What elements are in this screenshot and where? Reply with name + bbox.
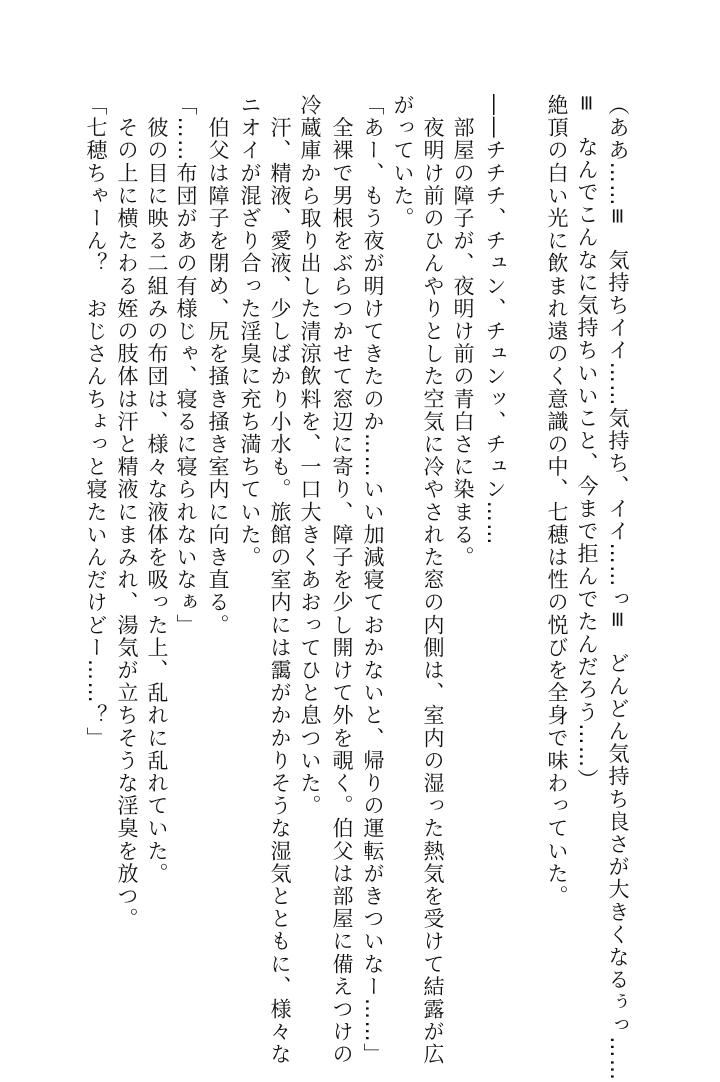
blank-line [514,94,540,864]
text-column-15: 「……布団があの有様じゃ、寝るに寝られないなぁ」 [174,94,198,637]
text-column-3: 絶頂の白い光に飲まれ遠のく意識の中、七穂は性の悦びを全身で味わっていた。 [545,94,569,908]
text-column-9: 「あー、もう夜が明けてきたのか……いい加減寝ておかないと、帰りの運転がきついなー……」 [361,94,385,1066]
text-column-16: 彼の目に映る二組みの布団は、様々な液体を吸った上、乱れに乱れていた。 [145,94,169,885]
text-column-8: がっていた。 [391,94,415,230]
text-column-6: 部屋の障子が、夜明け前の青白さに染まる。 [451,94,475,569]
text-column-1: （ああ……≡ 気持ちイイ……気持ち、イイ……っ≡ どんどん気持ち良さが大きくなるぅっ…… [606,94,630,1082]
text-column-2: ≡ なんでこんなに気持ちいいこと、今まで拒んでたんだろう……） [575,94,599,792]
text-column-18: 「七穂ちゃーん？ おじさんちょっと寝たいんだけどー……？」 [84,94,108,750]
text-column-14: 伯父は障子を閉め、尻を掻き掻き室内に向き直る。 [206,94,230,637]
text-column-7: 夜明け前のひんやりとした空気に冷やされた窓の内側は、室内の湿った熱気を受けて結露が広 [421,94,445,1066]
text-column-11: 冷蔵庫から取り出した清涼飲料を、一口大きくあおってひと息ついた。 [298,94,322,818]
text-column-12: 汗、精液、愛液、少しばかり小水も。旅館の室内には靄がかかりそうな湿気とともに、様々な [268,94,292,1066]
text-column-13: ニオイが混ざり合った淫臭に充ち満ちていた。 [238,94,262,569]
text-column-17: その上に横たわる姪の肢体は汗と精液にまみれ、湯気が立ちそうな淫臭を放つ。 [115,94,139,931]
text-column-10: 全裸で男根をぶらつかせて窓辺に寄り、障子を少し開けて外を覗く。伯父は部屋に備えつけの [330,94,354,1066]
text-column-5: ――チチチ、チュン、チュンッ、チュン…… [483,94,507,546]
